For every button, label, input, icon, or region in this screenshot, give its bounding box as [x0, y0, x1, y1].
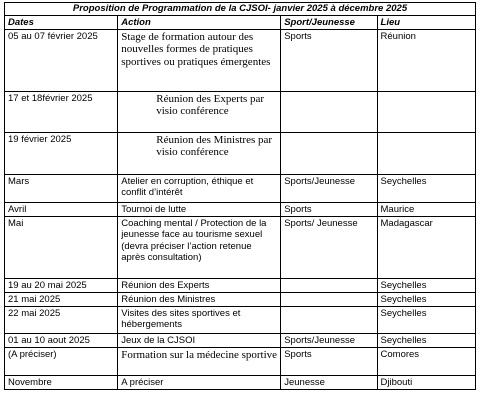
cell-domain: Sports	[281, 202, 377, 216]
cell-place: Réunion	[377, 29, 475, 91]
cell-place: Seychelles	[377, 278, 475, 292]
cell-domain: Sports	[281, 347, 377, 375]
cell-action: Réunion des Experts	[118, 278, 281, 292]
cell-domain: Sports	[281, 29, 377, 91]
cell-domain: Sports/Jeunesse	[281, 333, 377, 347]
cell-domain: Sports/ Jeunesse	[281, 216, 377, 278]
header-dates: Dates	[5, 16, 118, 30]
cell-action: Stage de formation autour des nouvelles formes de pratiques sportives ou pratiques émergentes	[118, 29, 281, 91]
cell-domain: Sports/Jeunesse	[281, 174, 377, 202]
cell-domain	[281, 306, 377, 333]
cell-place: Seychelles	[377, 306, 475, 333]
cell-action: Tournoi de lutte	[118, 202, 281, 216]
table-row	[5, 216, 476, 278]
cell-date: (A préciser)	[5, 347, 118, 375]
cell-place	[377, 91, 475, 132]
header-row	[5, 16, 476, 30]
header-sport-jeunesse: Sport/Jeunesse	[281, 16, 377, 30]
cell-action: Coaching mental / Protection de la jeunesse face au tourisme sexuel (devra préciser l’action retenue après consultation)	[118, 216, 281, 278]
cell-place: Comores	[377, 347, 475, 375]
cell-domain	[281, 91, 377, 132]
cell-date: 19 au 20 mai 2025	[5, 278, 118, 292]
cell-place: Seychelles	[377, 174, 475, 202]
table-row	[5, 202, 476, 216]
table-title: Proposition de Programmation de la CJSOI- janvier 2025 à décembre 2025	[5, 3, 476, 16]
cell-action: Formation sur la médecine sportive	[118, 347, 281, 375]
table-row	[5, 292, 476, 306]
table-row	[5, 347, 476, 375]
cell-date: Novembre	[5, 375, 118, 389]
cell-place: Madagascar	[377, 216, 475, 278]
cell-place: Seychelles	[377, 333, 475, 347]
table-row	[5, 91, 476, 132]
table-row	[5, 333, 476, 347]
table-row	[5, 278, 476, 292]
cell-date: 19 février 2025	[5, 132, 118, 174]
cell-action: Réunion des Experts par visio conférence	[118, 91, 281, 132]
table-row	[5, 29, 476, 91]
programme-document	[4, 2, 476, 390]
programme-table	[4, 2, 476, 390]
cell-date: 17 et 18février 2025	[5, 91, 118, 132]
cell-place	[377, 132, 475, 174]
table-row	[5, 306, 476, 333]
cell-date: 05 au 07 février 2025	[5, 29, 118, 91]
cell-date: Mai	[5, 216, 118, 278]
cell-domain: Jeunesse	[281, 375, 377, 389]
cell-place: Djibouti	[377, 375, 475, 389]
cell-action: Visites des sites sportives et hébergements	[118, 306, 281, 333]
cell-date: 21 mai 2025	[5, 292, 118, 306]
cell-action: Réunion des Ministres par visio conférence	[118, 132, 281, 174]
cell-action: Atelier en corruption, éthique et conflit d’intérêt	[118, 174, 281, 202]
cell-date: 22 mai 2025	[5, 306, 118, 333]
cell-place: Seychelles	[377, 292, 475, 306]
cell-action: Jeux de la CJSOI	[118, 333, 281, 347]
cell-action: Réunion des Ministres	[118, 292, 281, 306]
table-row	[5, 375, 476, 389]
header-lieu: Lieu	[377, 16, 475, 30]
cell-date: 01 au 10 aout 2025	[5, 333, 118, 347]
cell-domain	[281, 278, 377, 292]
table-row	[5, 132, 476, 174]
cell-action: A préciser	[118, 375, 281, 389]
cell-domain	[281, 132, 377, 174]
cell-date: Mars	[5, 174, 118, 202]
table-row	[5, 174, 476, 202]
header-action: Action	[118, 16, 281, 30]
cell-place: Maurice	[377, 202, 475, 216]
cell-domain	[281, 292, 377, 306]
cell-date: Avril	[5, 202, 118, 216]
